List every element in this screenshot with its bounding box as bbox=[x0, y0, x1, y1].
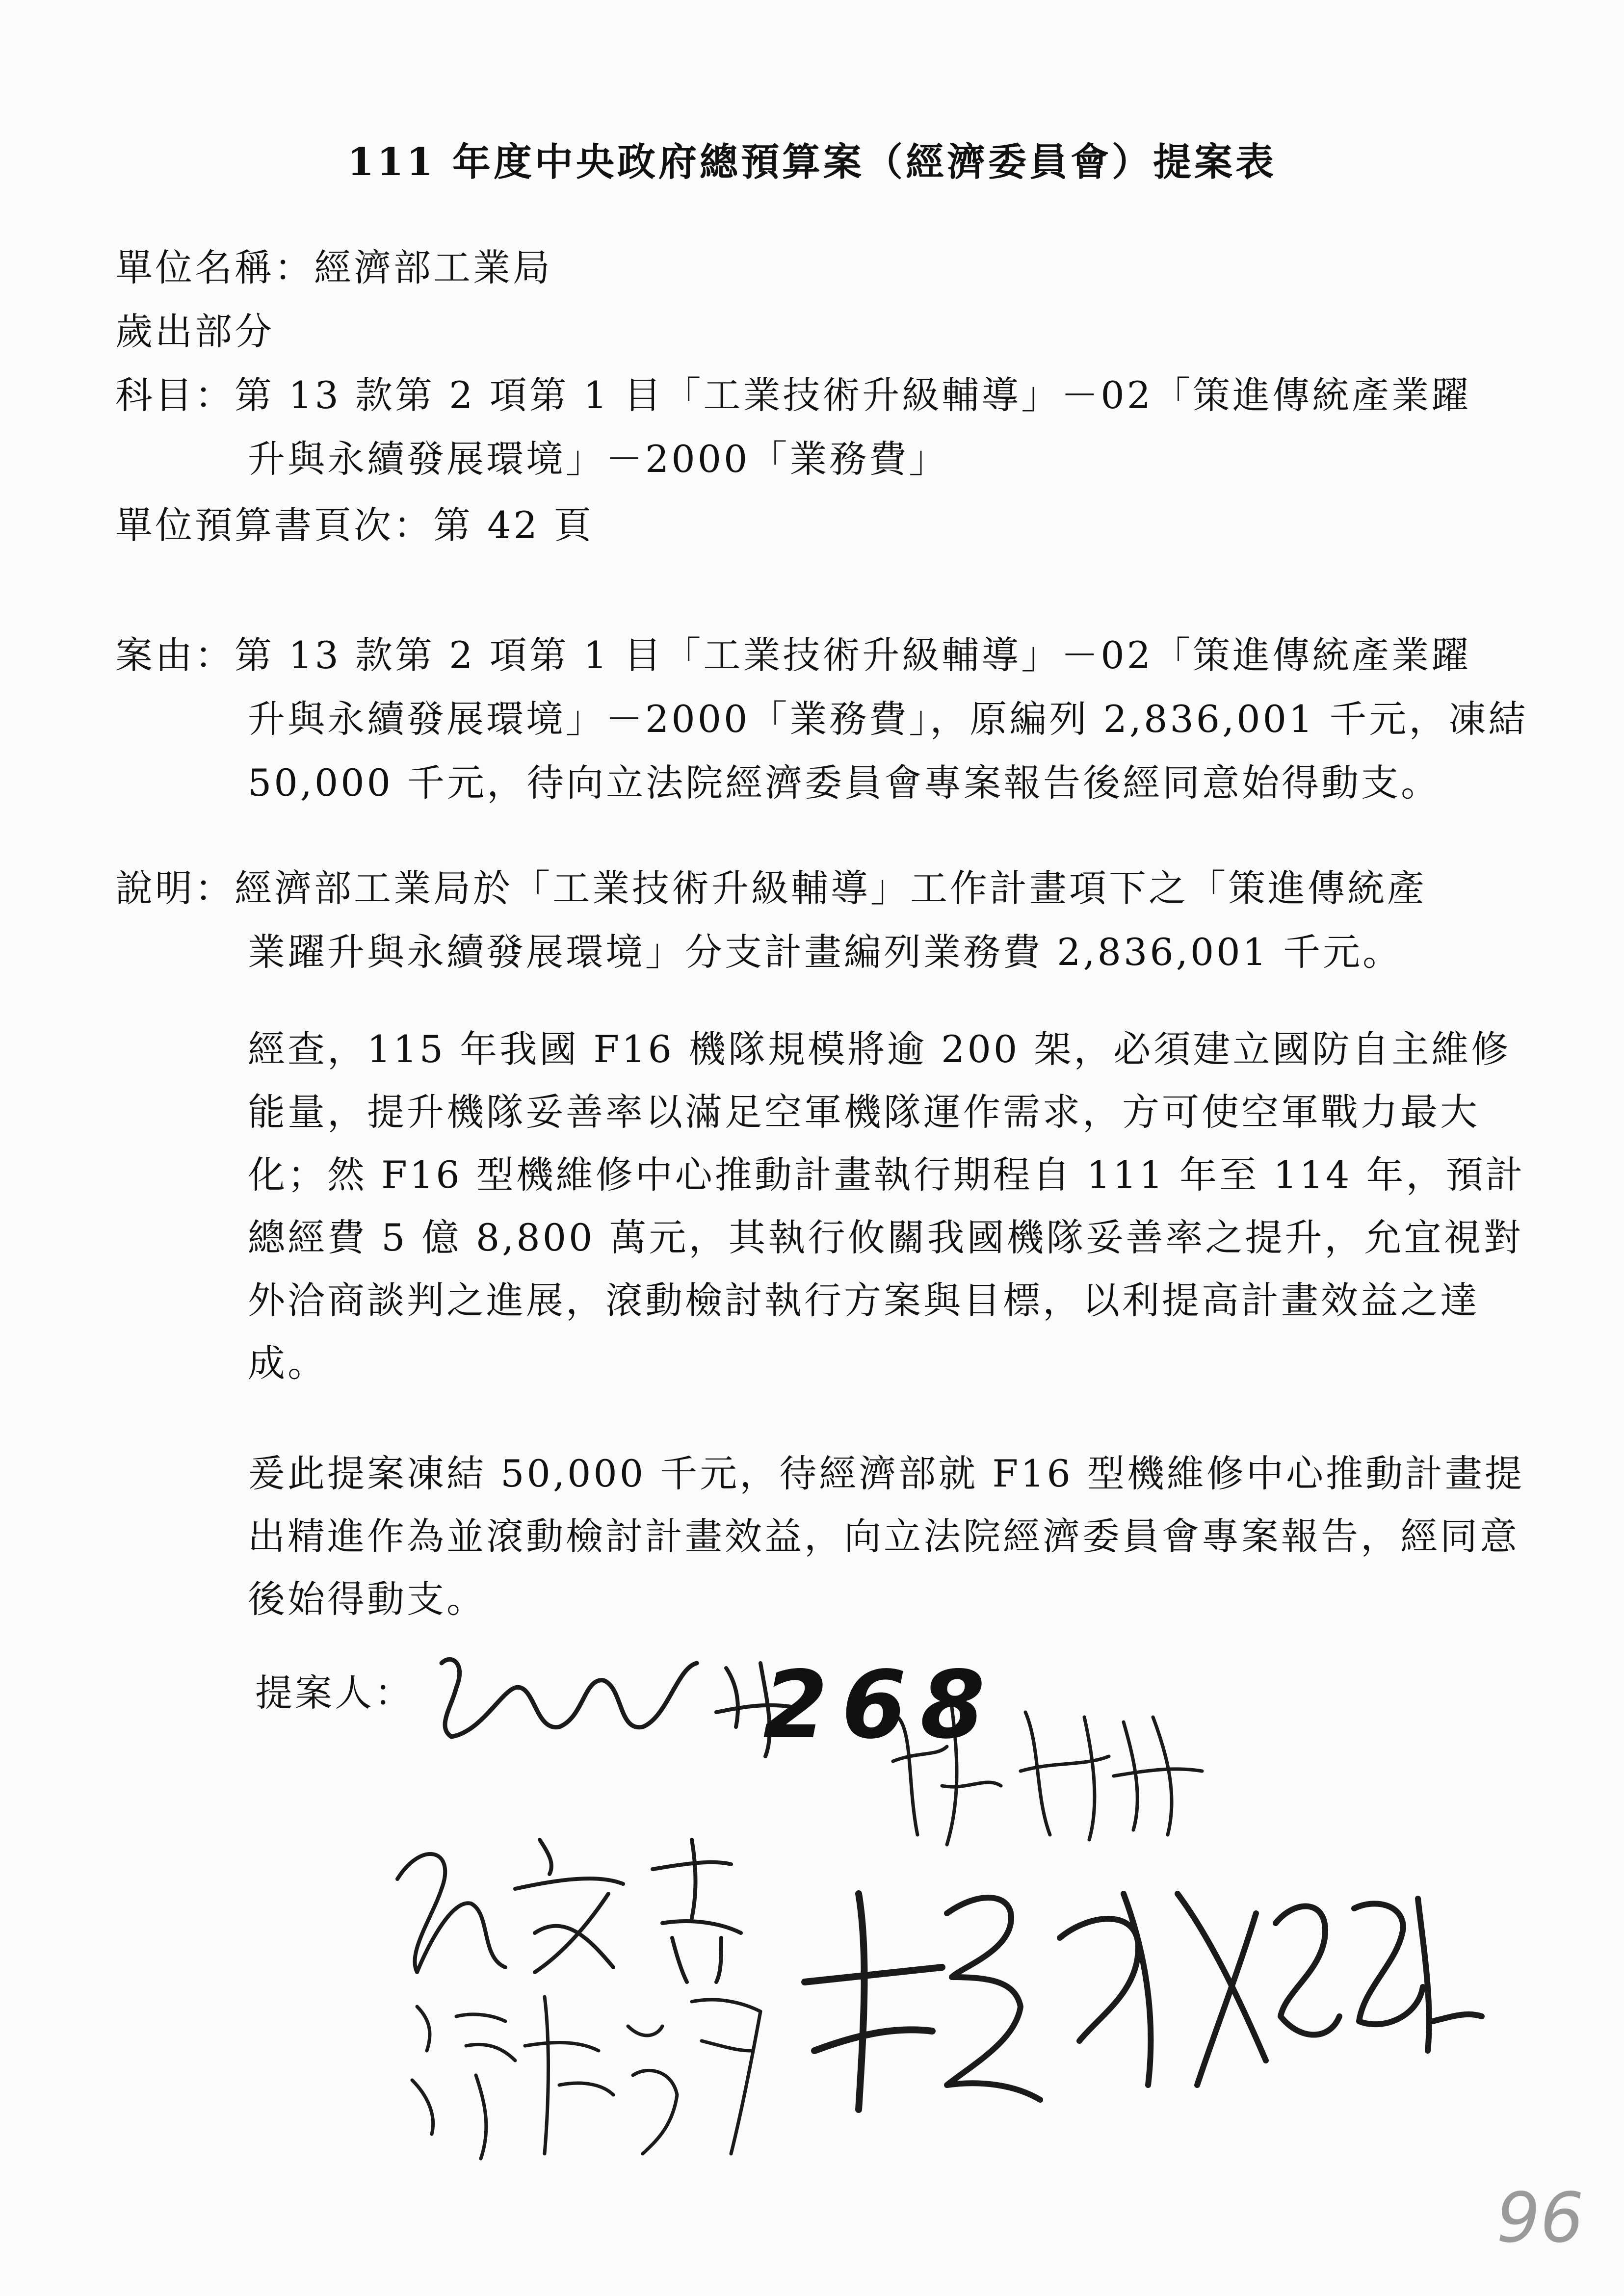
reason-line-3: 50,000 千元，待向立法院經濟委員會專案報告後經同意始得動支。 bbox=[248, 761, 1441, 805]
section-label: 歲出部分 bbox=[115, 310, 274, 353]
subject-line-2: 升與永續發展環境」－2000「業務費」 bbox=[248, 437, 949, 481]
reason-line-1: 案由：第 13 款第 2 項第 1 目「工業技術升級輔導」－02「策進傳統產業躍 bbox=[115, 633, 1471, 677]
document-title: 111 年度中央政府總預算案（經濟委員會）提案表 bbox=[347, 140, 1277, 184]
subject-line-1: 科目：第 13 款第 2 項第 1 目「工業技術升級輔導」－02「策進傳統產業躍 bbox=[115, 373, 1471, 417]
explanation-line-1: 說明：經濟部工業局於「工業技術升級輔導」工作計畫項下之「策進傳統產 bbox=[115, 866, 1427, 910]
budget-page-ref: 單位預算書頁次：第 42 頁 bbox=[115, 503, 594, 547]
explanation-paragraph-3: 爰此提案凍結 50,000 千元，待經濟部就 F16 型機維修中心推動計畫提出精進作為並滾動檢討計畫效益，向立法院經濟委員會專案報告，經同意後始得動支。 bbox=[248, 1452, 1524, 1621]
handwritten-page-number: 268 bbox=[763, 1651, 999, 1759]
signature-5 bbox=[785, 1854, 1501, 2129]
explanation-line-2: 業躍升與永續發展環境」分支計畫編列業務費 2,836,001 千元。 bbox=[248, 930, 1403, 974]
unit-name: 單位名稱：經濟部工業局 bbox=[115, 246, 552, 289]
explanation-paragraph-2: 經查，115 年我國 F16 機隊規模將逾 200 架，必須建立國防自主維修能量，提升機隊妥善率以滿足空軍機隊運作需求，方可使空軍戰力最大化；然 F16 型機維修中心推動計畫執行期程自 111 年至 114 年，預計總經費 5 億 8,800 萬元，其執行攸關我國機隊妥善率之提升，允宜視對外洽商談判之進展，滾動檢討執行方案與目標，以利提高計畫效益之達成。 bbox=[248, 1027, 1525, 1385]
proposer-label: 提案人： bbox=[255, 1671, 414, 1715]
sheet-number: 96 bbox=[1496, 2178, 1584, 2258]
signature-4 bbox=[397, 1967, 790, 2173]
reason-line-2: 升與永續發展環境」－2000「業務費」，原編列 2,836,001 千元，凍結 bbox=[248, 697, 1528, 741]
